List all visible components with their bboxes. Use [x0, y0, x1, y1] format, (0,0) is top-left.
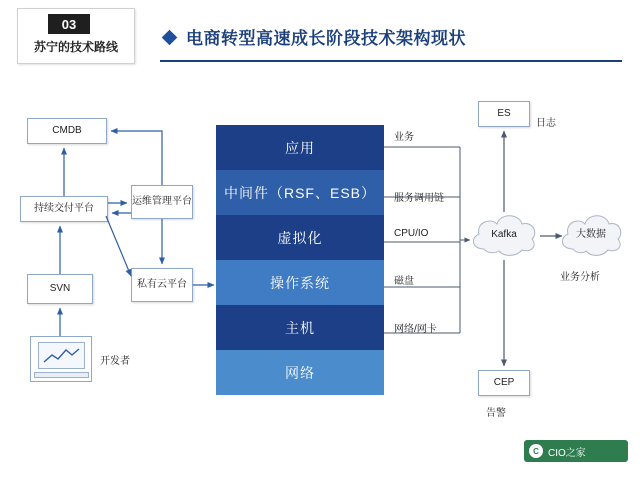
node-svn: SVN	[27, 274, 93, 304]
node-kafka-cloud	[466, 205, 542, 265]
label-cpu-io: CPU/IO	[394, 228, 429, 239]
node-ops-management-platform: 运维管理平台	[131, 185, 193, 219]
laptop-base-icon	[34, 372, 89, 378]
node-cep: CEP	[478, 370, 530, 396]
node-kafka-label: Kafka	[491, 229, 517, 240]
node-es: ES	[478, 101, 530, 127]
laptop-screen-icon	[38, 342, 85, 369]
label-business: 业务	[392, 128, 416, 143]
stack-layer-middleware: 中间件（RSF、ESB）	[216, 170, 384, 215]
page-title	[160, 24, 622, 60]
laptop-icon	[30, 336, 92, 382]
label-logs: 日志	[536, 118, 556, 129]
stack-layer-os: 操作系统	[216, 260, 384, 305]
label-service-chain: 服务调用链	[392, 189, 446, 204]
label-network-nic: 网络/网卡	[392, 320, 439, 335]
label-developer: 开发者	[100, 356, 130, 367]
stack-layer-application: 应用	[216, 125, 384, 170]
title-divider	[160, 60, 622, 62]
architecture-stack	[216, 125, 384, 395]
label-business-analysis: 业务分析	[560, 272, 600, 283]
stack-layer-host: 主机	[216, 305, 384, 350]
page-title-text: 电商转型高速成长阶段技术架构现状	[186, 29, 466, 48]
node-bigdata-cloud	[556, 205, 626, 265]
section-number: 03	[48, 14, 90, 34]
watermark-badge	[524, 440, 628, 462]
section-badge	[17, 8, 135, 64]
watermark-text: CIO之家	[548, 447, 586, 459]
label-alarm: 告警	[486, 408, 506, 419]
node-cmdb: CMDB	[27, 118, 107, 144]
node-continuous-delivery-platform: 持续交付平台	[20, 196, 108, 222]
stack-layer-network: 网络	[216, 350, 384, 395]
node-bigdata-label: 大数据	[576, 229, 606, 240]
stack-layer-virtualization: 虚拟化	[216, 215, 384, 260]
label-disk: 磁盘	[392, 272, 416, 287]
diamond-bullet-icon	[162, 30, 178, 46]
node-private-cloud-platform: 私有云平台	[131, 268, 193, 302]
cio-logo-icon: C	[529, 444, 543, 458]
section-subtitle: 苏宁的技术路线	[33, 40, 118, 54]
